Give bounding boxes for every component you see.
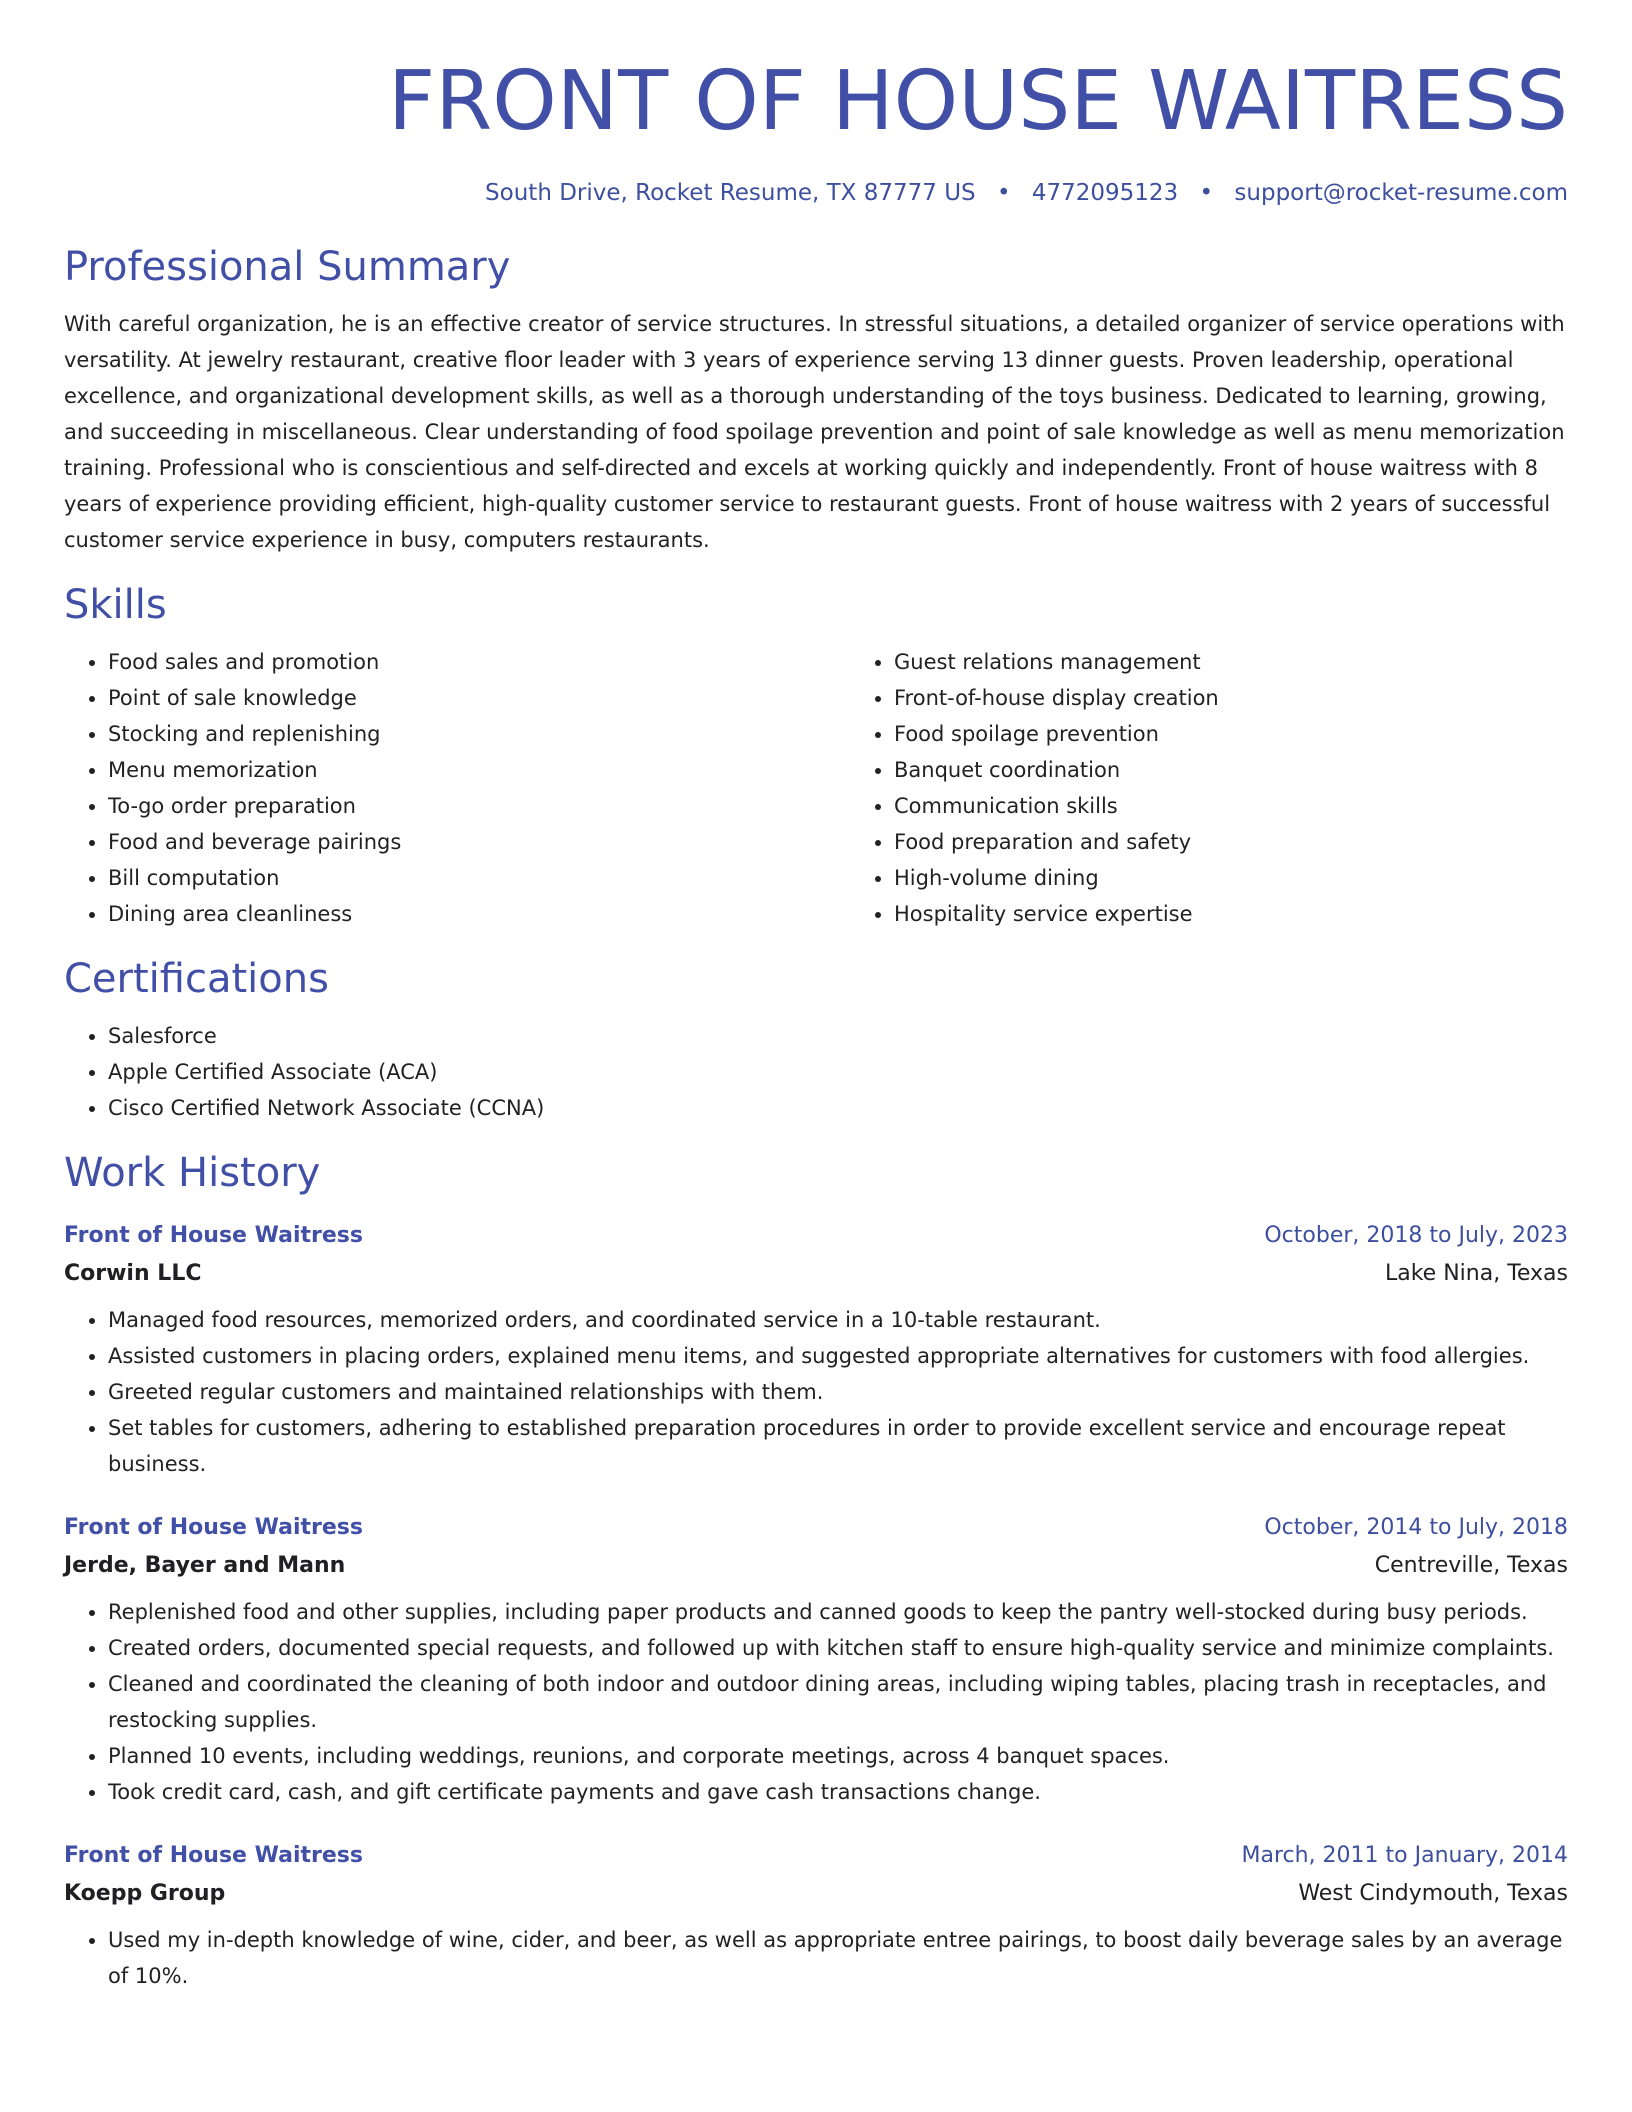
work-history-heading: Work History [64, 1150, 321, 1196]
job-bullets [64, 1922, 1568, 1994]
skill-item: • Food sales and promotion [108, 644, 850, 680]
job-header-row [64, 1218, 1568, 1254]
job-location: West Cindymouth, Texas [1298, 1881, 1568, 1906]
job-bullet: • Assisted customers in placing orders, explained menu items, and suggested appropriate alternatives for customers with food allergies. [108, 1338, 1568, 1374]
skill-item: • Guest relations management [894, 644, 1632, 680]
certification-item: • Apple Certified Associate (ACA) [108, 1054, 1568, 1090]
job-bullet: • Cleaned and coordinated the cleaning of both indoor and outdoor dining areas, including wiping tables, placing trash in receptacles, and restocking supplies. [108, 1666, 1568, 1738]
certification-item: • Cisco Certified Network Associate (CCNA) [108, 1090, 1568, 1126]
job-entry [64, 1510, 1568, 1810]
resume-name: FRONT OF HOUSE WAITRESS [388, 54, 1568, 149]
skill-item: • To-go order preparation [108, 788, 850, 824]
summary-heading: Professional Summary [64, 244, 511, 290]
job-company-row [64, 1254, 1568, 1294]
skill-item: • Food preparation and safety [894, 824, 1632, 860]
job-title: Front of House Waitress [64, 1223, 363, 1248]
contact-email[interactable]: support@rocket-resume.com [1234, 180, 1568, 206]
summary-text: With careful organization, he is an effective creator of service structures. In stressful situations, a detailed organizer of service operations with versatility. At jewelry restaurant, creative floor leader with 3 years of experience serving 13 dinner guests. Proven leadership, operational excellence, and organizational development skills, as well as a thorough understanding of the toys business. Dedicated to learning, growing, and succeeding in miscellaneous. Clear understanding of food spoilage prevention and point of sale knowledge as well as menu memorization training. Professional who is conscientious and self-directed and excels at working quickly and independently. Front of house waitress with 8 years of experience providing efficient, high-quality customer service to restaurant guests. Front of house waitress with 2 years of successful customer service experience in busy, computers restaurants. [64, 312, 1565, 552]
job-company-row [64, 1874, 1568, 1914]
resume-page [64, 52, 1568, 1994]
job-location: Lake Nina, Texas [1384, 1261, 1568, 1286]
job-company: Jerde, Bayer and Mann [64, 1553, 346, 1578]
job-entry [64, 1218, 1568, 1482]
skill-item: • High-volume dining [894, 860, 1632, 896]
job-company: Corwin LLC [64, 1261, 202, 1286]
job-header-row [64, 1510, 1568, 1546]
job-company-row [64, 1546, 1568, 1586]
job-dates: October, 2018 to July, 2023 [1264, 1223, 1568, 1248]
skill-item: • Banquet coordination [894, 752, 1632, 788]
skill-item: • Front-of-house display creation [894, 680, 1632, 716]
job-dates: October, 2014 to July, 2018 [1264, 1515, 1568, 1540]
job-bullet: • Created orders, documented special requests, and followed up with kitchen staff to ensure high-quality service and minimize complaints. [108, 1630, 1568, 1666]
certifications-heading: Certifications [64, 956, 329, 1002]
job-entry [64, 1838, 1568, 1994]
skill-item: • Menu memorization [108, 752, 850, 788]
job-bullet: • Greeted regular customers and maintained relationships with them. [108, 1374, 1568, 1410]
job-location: Centreville, Texas [1374, 1553, 1568, 1578]
skill-item: • Communication skills [894, 788, 1632, 824]
certification-item: • Salesforce [108, 1018, 1568, 1054]
skills-grid [64, 630, 1568, 932]
skills-list-right [850, 644, 1632, 932]
job-bullets [64, 1594, 1568, 1810]
skills-heading: Skills [64, 582, 167, 628]
skill-item: • Bill computation [108, 860, 850, 896]
skills-list-left [64, 644, 850, 932]
job-bullet: • Took credit card, cash, and gift certificate payments and gave cash transactions change. [108, 1774, 1568, 1810]
job-header-row [64, 1838, 1568, 1874]
job-dates: March, 2011 to January, 2014 [1241, 1843, 1568, 1868]
skill-item: • Food and beverage pairings [108, 824, 850, 860]
job-bullet: • Used my in-depth knowledge of wine, cider, and beer, as well as appropriate entree pairings, to boost daily beverage sales by an average of 10%. [108, 1922, 1568, 1994]
job-title: Front of House Waitress [64, 1515, 363, 1540]
skill-item: • Hospitality service expertise [894, 896, 1632, 932]
skill-item: • Dining area cleanliness [108, 896, 850, 932]
certifications-list [64, 1018, 1568, 1126]
job-bullet: • Managed food resources, memorized orders, and coordinated service in a 10-table restaurant. [108, 1302, 1568, 1338]
skill-item: • Stocking and replenishing [108, 716, 850, 752]
skill-item: • Point of sale knowledge [108, 680, 850, 716]
contact-separator: • [996, 180, 1011, 206]
contact-separator: • [1199, 180, 1214, 206]
contact-address: South Drive, Rocket Resume, TX 87777 US [485, 180, 976, 206]
contact-phone: 4772095123 [1031, 180, 1179, 206]
job-company: Koepp Group [64, 1881, 226, 1906]
job-bullet: • Replenished food and other supplies, including paper products and canned goods to keep the pantry well-stocked during busy periods. [108, 1594, 1568, 1630]
contact-line [64, 178, 1568, 208]
job-bullets [64, 1302, 1568, 1482]
job-bullet: • Planned 10 events, including weddings, reunions, and corporate meetings, across 4 banquet spaces. [108, 1738, 1568, 1774]
job-bullet: • Set tables for customers, adhering to established preparation procedures in order to provide excellent service and encourage repeat business. [108, 1410, 1568, 1482]
skill-item: • Food spoilage prevention [894, 716, 1632, 752]
job-title: Front of House Waitress [64, 1843, 363, 1868]
